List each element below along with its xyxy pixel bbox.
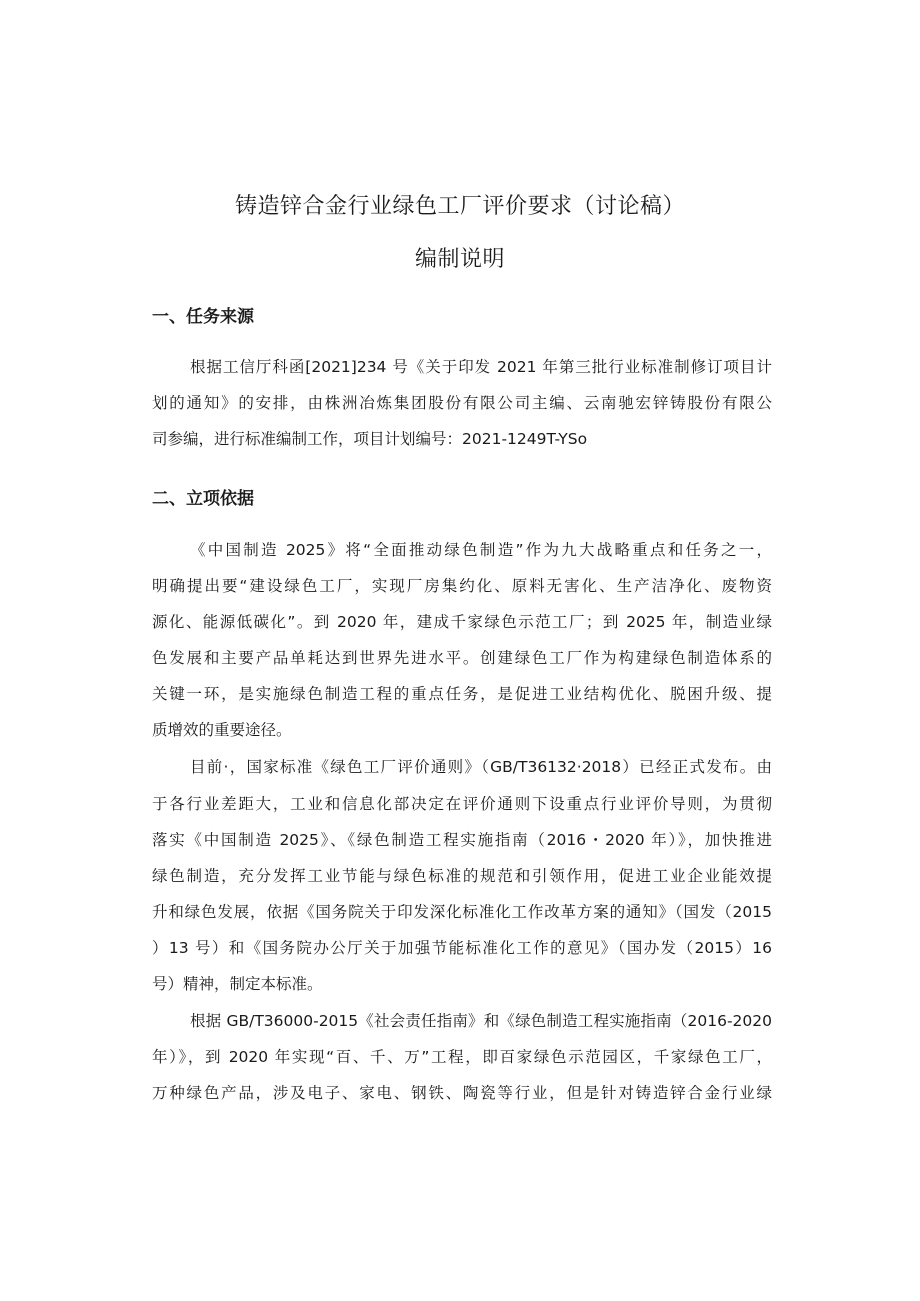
- paragraph-line: 根据 GB/T36000-2015《社会责任指南》和《绿色制造工程实施指南（2016-2020: [190, 1012, 772, 1030]
- paragraph-line: 明确提出要“建设绿色工厂，实现厂房集约化、原料无害化、生产洁净化、废物资: [152, 577, 772, 595]
- paragraph-line: 号）精神，制定本标准。: [152, 975, 323, 993]
- section-heading-project-basis: 二、立项依据: [152, 489, 254, 509]
- paragraph-line: 万种绿色产品，涉及电子、家电、钢铁、陶瓷等行业，但是针对铸造锌合金行业绿: [152, 1084, 772, 1102]
- paragraph-line: 质增效的重要途径。: [152, 721, 292, 739]
- paragraph-line: 年）》，到 2020 年实现“百、千、万”工程，即百家绿色示范园区，千家绿色工厂，: [152, 1048, 772, 1066]
- section-heading-task-source: 一、任务来源: [152, 307, 254, 327]
- paragraph-line: ）13 号）和《国务院办公厅关于加强节能标准化工作的意见》（国办发（2015）16: [152, 939, 772, 957]
- paragraph-line: 根据工信厅科函[2021]234 号《关于印发 2021 年第三批行业标准制修订项目计: [190, 358, 772, 376]
- paragraph-line: 色发展和主要产品单耗达到世界先进水平。创建绿色工厂作为构建绿色制造体系的: [152, 649, 772, 667]
- paragraph-line: 于各行业差距大，工业和信息化部决定在评价通则下设重点行业评价导则，为贯彻: [152, 795, 772, 813]
- paragraph-line: 划的通知》的安排，由株洲冶炼集团股份有限公司主编、云南驰宏锌铸股份有限公: [152, 394, 772, 412]
- paragraph-line: 落实《中国制造 2025》、《绿色制造工程实施指南（2016・2020 年）》，加快推进: [152, 831, 772, 849]
- paragraph-line: 司参编，进行标准编制工作，项目计划编号：2021-1249T-YSo: [152, 430, 588, 448]
- paragraph-line: 绿色制造，充分发挥工业节能与绿色标准的规范和引领作用，促进工业企业能效提: [152, 867, 772, 885]
- document-title: 铸造锌合金行业绿色工厂评价要求（讨论稿）: [234, 194, 685, 219]
- paragraph-line: 源化、能源低碳化”。到 2020 年，建成千家绿色示范工厂；到 2025 年，制造业绿: [152, 613, 772, 631]
- document-subtitle: 编制说明: [414, 247, 505, 272]
- paragraph-line: 目前·，国家标准《绿色工厂评价通则》（GB/T36132·2018）已经正式发布。由: [190, 758, 772, 776]
- paragraph-line: 升和绿色发展，依据《国务院关于印发深化标准化工作改革方案的通知》（国发（2015: [152, 903, 772, 921]
- paragraph-line: 关键一环，是实施绿色制造工程的重点任务，是促进工业结构优化、脱困升级、提: [152, 685, 772, 703]
- paragraph-line: 《中国制造 2025》将“全面推动绿色制造”作为九大战略重点和任务之一，: [190, 541, 772, 559]
